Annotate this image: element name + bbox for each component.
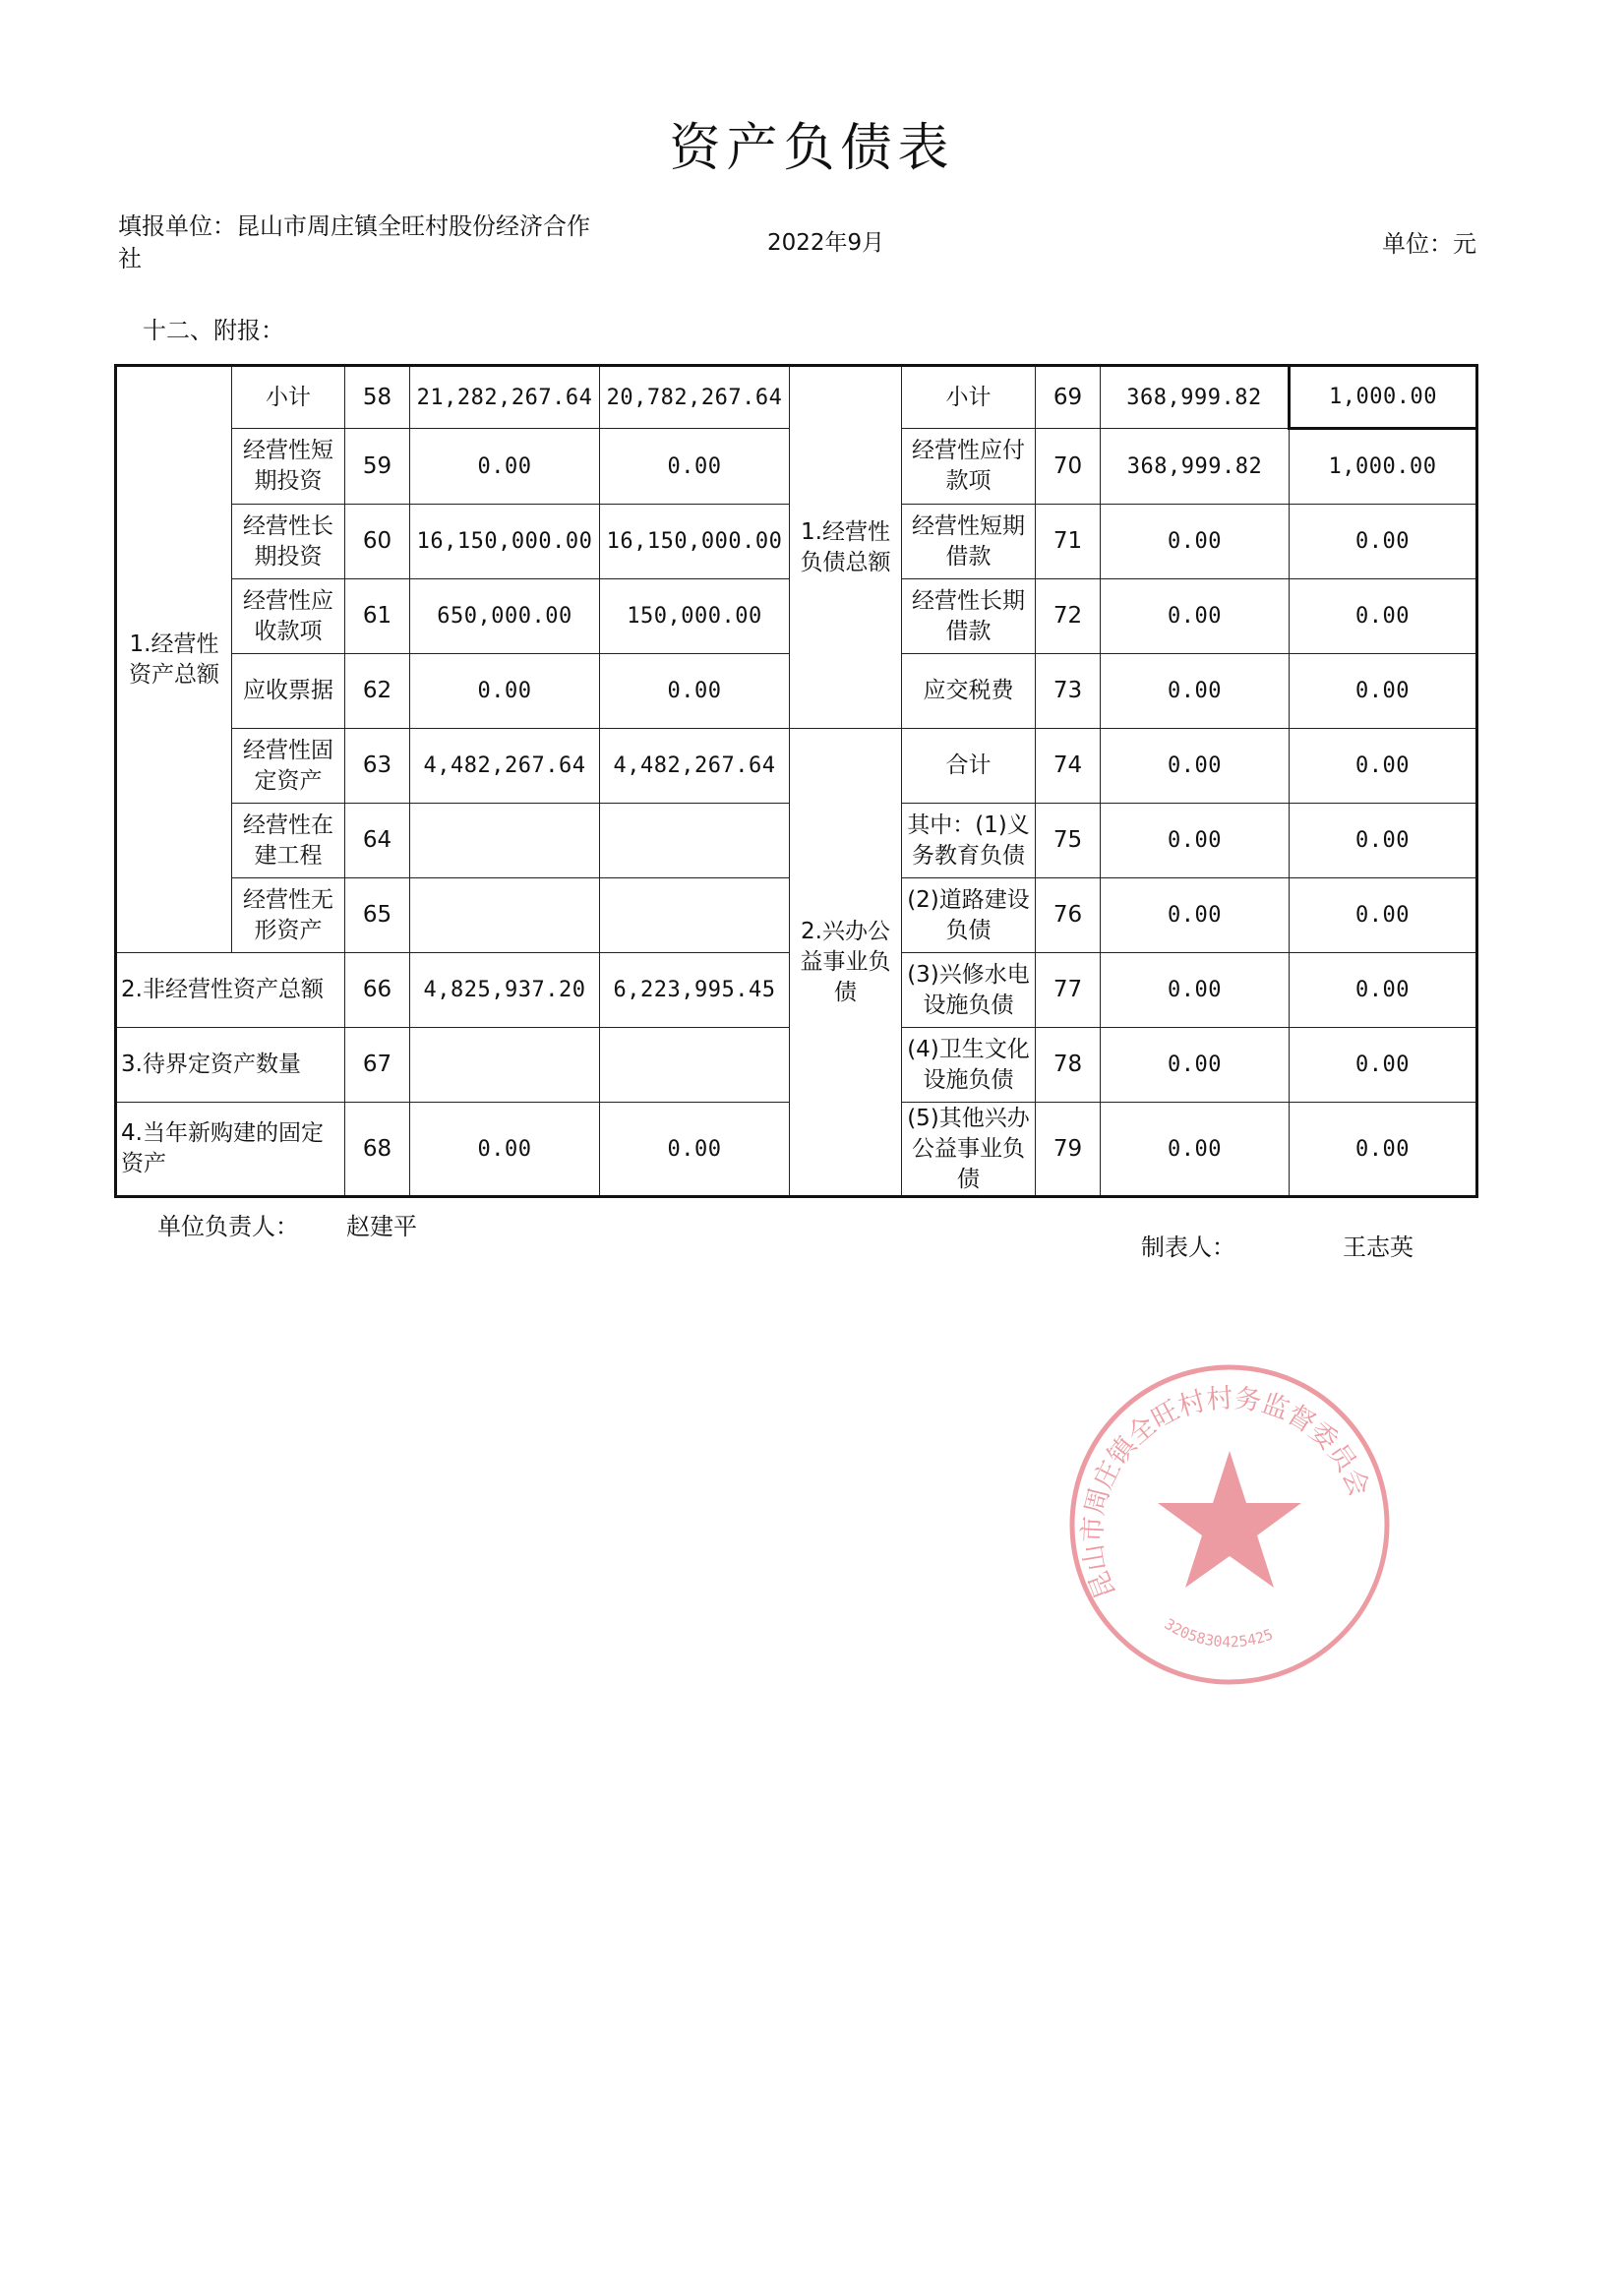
asset-value-a: 21,282,267.64 [410, 366, 600, 429]
table-row [116, 729, 1477, 804]
asset-item: 经营性应收款项 [232, 579, 345, 654]
asset-value-b: 6,223,995.45 [600, 953, 790, 1028]
asset-value-a [410, 1028, 600, 1103]
currency-unit: 单位：元 [1382, 230, 1476, 258]
asset-value-b: 4,482,267.64 [600, 729, 790, 804]
asset-value-a: 0.00 [410, 1103, 600, 1197]
liability-line: 70 [1036, 429, 1101, 505]
fill-unit: 填报单位：昆山市周庄镇全旺村股份经济合作社 [118, 212, 590, 272]
liability-line: 78 [1036, 1028, 1101, 1103]
liability-line: 75 [1036, 804, 1101, 878]
asset-line: 68 [345, 1103, 410, 1197]
asset-value-b: 0.00 [600, 429, 790, 505]
liability-line: 72 [1036, 579, 1101, 654]
asset-value-a [410, 878, 600, 953]
asset-line: 65 [345, 878, 410, 953]
page-title: 资产负债表 [669, 119, 955, 178]
liability-item: 经营性长期借款 [902, 579, 1036, 654]
liability-value-a: 0.00 [1101, 579, 1290, 654]
liability-line: 71 [1036, 505, 1101, 579]
asset-item: 3.待界定资产数量 [116, 1028, 345, 1103]
liability-value-b: 0.00 [1290, 505, 1477, 579]
liability-value-a: 0.00 [1101, 1028, 1290, 1103]
liability-item: 合计 [902, 729, 1036, 804]
asset-line: 63 [345, 729, 410, 804]
liability-value-b: 1,000.00 [1290, 366, 1477, 429]
official-seal-icon [1062, 1357, 1397, 1692]
liability-item: 小计 [902, 366, 1036, 429]
liability-line: 74 [1036, 729, 1101, 804]
liability-item: (3)兴修水电设施负债 [902, 953, 1036, 1028]
asset-item: 经营性无形资产 [232, 878, 345, 953]
asset-value-b: 0.00 [600, 1103, 790, 1197]
asset-value-a: 0.00 [410, 429, 600, 505]
liability-line: 69 [1036, 366, 1101, 429]
asset-value-b: 20,782,267.64 [600, 366, 790, 429]
preparer-label: 制表人： [1141, 1233, 1235, 1261]
liability-item: 应交税费 [902, 654, 1036, 729]
seal-code-path: 3205830425425 [1161, 1614, 1276, 1652]
liability-value-a: 0.00 [1101, 804, 1290, 878]
asset-item: 2.非经营性资产总额 [116, 953, 345, 1028]
liability-value-a: 368,999.82 [1101, 366, 1290, 429]
asset-value-a [410, 804, 600, 878]
asset-group-label: 1.经营性资产总额 [116, 366, 232, 953]
seal-code [1162, 1615, 1276, 1652]
asset-value-a: 4,825,937.20 [410, 953, 600, 1028]
liability-item: (4)卫生文化设施负债 [902, 1028, 1036, 1103]
leader-label: 单位负责人： [157, 1213, 299, 1240]
asset-value-b: 16,150,000.00 [600, 505, 790, 579]
balance-sheet-table [114, 364, 1478, 1198]
liability-value-a: 368,999.82 [1101, 429, 1290, 505]
asset-value-a: 16,150,000.00 [410, 505, 600, 579]
asset-line: 58 [345, 366, 410, 429]
asset-value-b [600, 804, 790, 878]
liability-item: (2)道路建设负债 [902, 878, 1036, 953]
liability-value-b: 0.00 [1290, 878, 1477, 953]
asset-item: 经营性在建工程 [232, 804, 345, 878]
liability-value-b: 0.00 [1290, 654, 1477, 729]
liability-op-group-label: 1.经营性负债总额 [790, 366, 902, 729]
section-label: 十二、附报： [143, 317, 284, 344]
liability-value-b: 0.00 [1290, 1103, 1477, 1197]
liability-line: 77 [1036, 953, 1101, 1028]
table-row [116, 366, 1477, 429]
liability-value-a: 0.00 [1101, 729, 1290, 804]
asset-value-a: 650,000.00 [410, 579, 600, 654]
liability-value-b: 0.00 [1290, 729, 1477, 804]
liability-value-a: 0.00 [1101, 1103, 1290, 1197]
preparer-name: 王志英 [1343, 1233, 1413, 1261]
liability-value-b: 0.00 [1290, 953, 1477, 1028]
liability-item: 经营性应付款项 [902, 429, 1036, 505]
liability-pub-group-label: 2.兴办公益事业负债 [790, 729, 902, 1197]
asset-line: 64 [345, 804, 410, 878]
asset-item: 经营性长期投资 [232, 505, 345, 579]
asset-line: 60 [345, 505, 410, 579]
asset-item: 应收票据 [232, 654, 345, 729]
asset-value-b [600, 878, 790, 953]
asset-item: 经营性固定资产 [232, 729, 345, 804]
asset-item: 4.当年新购建的固定资产 [116, 1103, 345, 1197]
liability-value-a: 0.00 [1101, 953, 1290, 1028]
asset-line: 67 [345, 1028, 410, 1103]
asset-value-a: 4,482,267.64 [410, 729, 600, 804]
liability-value-a: 0.00 [1101, 654, 1290, 729]
liability-line: 73 [1036, 654, 1101, 729]
asset-value-b: 150,000.00 [600, 579, 790, 654]
liability-line: 76 [1036, 878, 1101, 953]
liability-item: (5)其他兴办公益事业负债 [902, 1103, 1036, 1197]
liability-value-b: 0.00 [1290, 579, 1477, 654]
liability-item: 经营性短期借款 [902, 505, 1036, 579]
liability-item: 其中：(1)义务教育负债 [902, 804, 1036, 878]
leader-name: 赵建平 [346, 1213, 417, 1240]
seal-text-path: 昆山市周庄镇全旺村村务监督委员会 [1077, 1383, 1375, 1603]
asset-line: 61 [345, 579, 410, 654]
asset-value-b [600, 1028, 790, 1103]
seal-star-icon [1158, 1451, 1301, 1588]
asset-value-b: 0.00 [600, 654, 790, 729]
asset-item: 小计 [232, 366, 345, 429]
asset-value-a: 0.00 [410, 654, 600, 729]
asset-line: 59 [345, 429, 410, 505]
liability-value-a: 0.00 [1101, 505, 1290, 579]
liability-value-b: 0.00 [1290, 1028, 1477, 1103]
asset-line: 66 [345, 953, 410, 1028]
liability-value-a: 0.00 [1101, 878, 1290, 953]
report-period: 2022年9月 [767, 230, 885, 256]
asset-line: 62 [345, 654, 410, 729]
liability-line: 79 [1036, 1103, 1101, 1197]
liability-value-b: 0.00 [1290, 804, 1477, 878]
liability-value-b: 1,000.00 [1290, 429, 1477, 505]
asset-item: 经营性短期投资 [232, 429, 345, 505]
